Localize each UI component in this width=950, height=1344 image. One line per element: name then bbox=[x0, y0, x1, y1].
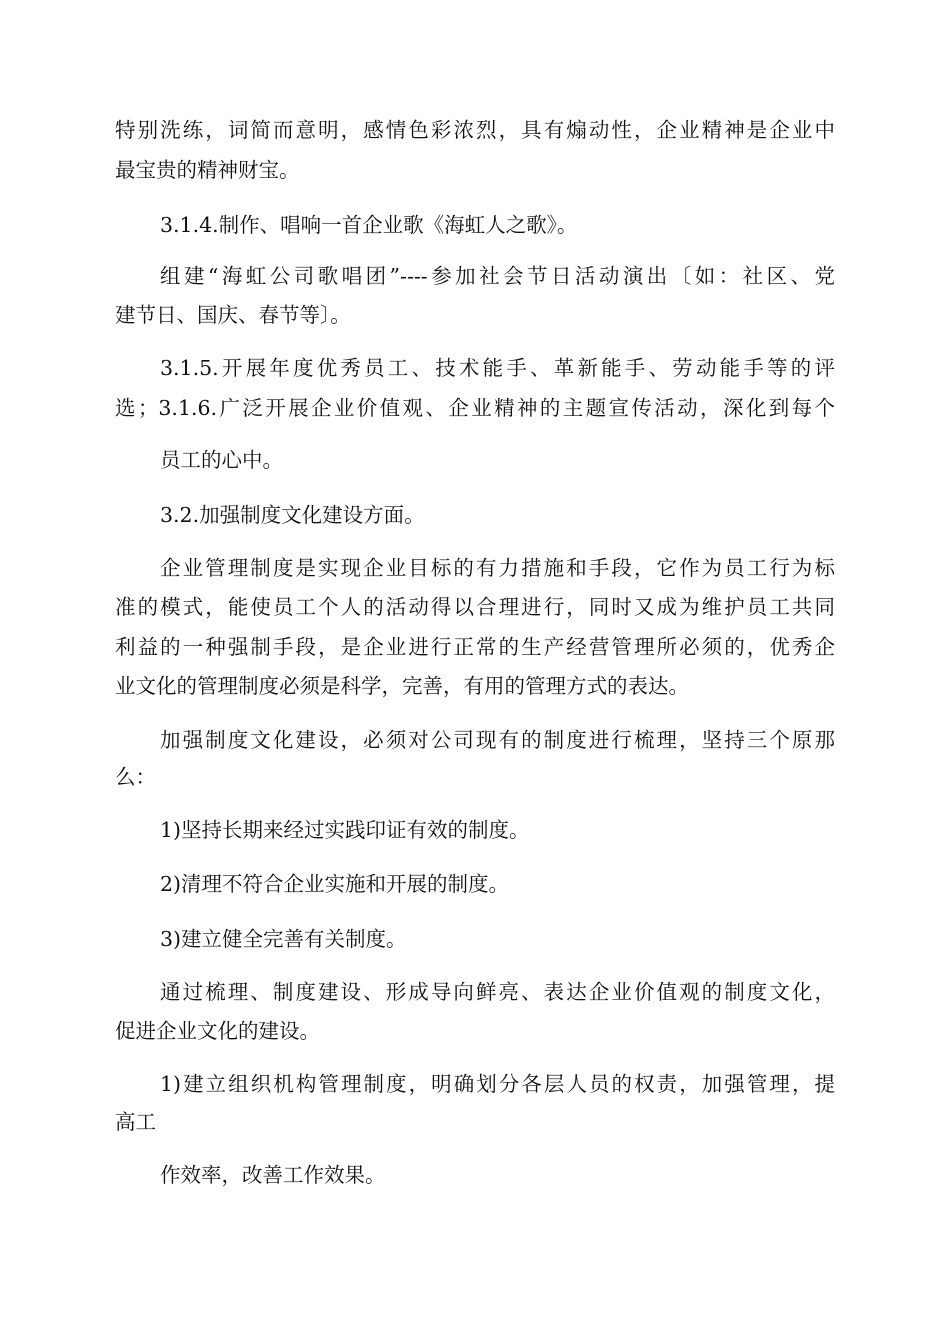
text-line-2: 最宝贵的精神财宝。 bbox=[115, 158, 300, 182]
text-line-3: 3.1.4.制作、唱响一首企业歌《海虹人之歌》。 bbox=[160, 213, 578, 237]
text-line-13: 业文化的管理制度必须是科学，完善，有用的管理方式的表达。 bbox=[115, 674, 689, 698]
text-line-20: 促进企业文化的建设。 bbox=[115, 1019, 320, 1043]
text-line-4: 组建“海虹公司歌唱团”----参加社会节日活动演出〔如：社区、党 bbox=[160, 264, 835, 288]
text-line-12: 利益的一种强制手段，是企业进行正常的生产经营管理所必须的，优秀企 bbox=[115, 635, 835, 659]
text-line-22: 高工 bbox=[115, 1110, 156, 1134]
text-line-5: 建节日、国庆、春节等〕。 bbox=[115, 303, 351, 327]
text-line-14: 加强制度文化建设，必须对公司现有的制度进行梳理，坚持三个原那 bbox=[160, 728, 835, 752]
text-line-9: 3.2.加强制度文化建设方面。 bbox=[160, 503, 425, 527]
text-line-17: 2)清理不符合企业实施和开展的制度。 bbox=[160, 872, 510, 896]
text-line-8: 员工的心中。 bbox=[160, 448, 283, 472]
text-line-1: 特别洗练，词简而意明，感情色彩浓烈，具有煽动性，企业精神是企业中 bbox=[115, 118, 835, 142]
text-line-23: 作效率，改善工作效果。 bbox=[160, 1163, 386, 1187]
text-line-16: 1)坚持长期来经过实践印证有效的制度。 bbox=[160, 818, 530, 842]
text-line-18: 3)建立健全完善有关制度。 bbox=[160, 927, 407, 951]
text-line-15: 么： bbox=[115, 765, 156, 789]
text-line-7: 选；3.1.6.广泛开展企业价值观、企业精神的主题宣传活动，深化到每个 bbox=[115, 396, 835, 420]
text-line-6: 3.1.5.开展年度优秀员工、技术能手、革新能手、劳动能手等的评 bbox=[160, 356, 835, 380]
text-line-19: 通过梳理、制度建设、形成导向鲜亮、表达企业价值观的制度文化， bbox=[160, 980, 835, 1004]
text-line-11: 准的模式，能使员工个人的活动得以合理进行，同时又成为维护员工共同 bbox=[115, 595, 835, 619]
text-line-10: 企业管理制度是实现企业目标的有力措施和手段，它作为员工行为标 bbox=[160, 556, 835, 580]
text-line-21: 1)建立组织机构管理制度，明确划分各层人员的权责，加强管理，提 bbox=[160, 1072, 835, 1096]
